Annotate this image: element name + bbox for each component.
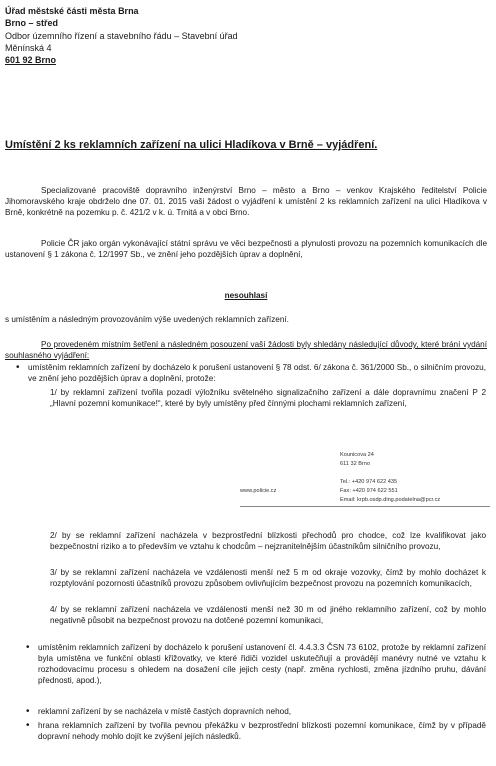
statement-paragraph: s umístěním a následným provozováním výše uvedených reklamních zařízení. [5, 315, 289, 324]
contact-street: Kounicova 24 [340, 452, 374, 458]
addressee-district: Brno – střed [5, 18, 59, 28]
reasons-intro: Po provedeném místním šetření a následném posouzení vaší žádosti byly shledány následující důvody, které brání vydání souhlasného vyjádření: [5, 340, 487, 360]
addressee-department: Odbor územního řízení a stavebního řádu – Stavební úřad [5, 31, 238, 41]
police-website: www.policie.cz [240, 488, 277, 494]
addressee-street: Měnínská 4 [5, 43, 52, 53]
addressee-postcode: 601 92 Brno [5, 55, 57, 65]
contact-email: Email: krpb.osdp.ding.podatelna@pcr.cz [340, 497, 441, 503]
authority-paragraph: Policie ČR jako orgán vykonávající státní správu ve věci bezpečnosti a plynulosti provozu na pozemních komunikacích dle ustanovení § 1 zákona č. 12/1997 Sb., ve znění jeho pozdějších úprav a doplnění, [5, 239, 487, 259]
reason-bullet-2: • umístěním reklamních zařízení by docházelo k porušení ustanovení čl. 4.4.3.3 ČSN 73 6102, protože by reklamní zařízení byla umístěna ve funkční oblasti křižovatky, ve které řidiči vozidel uskutečňují a provádějí manévry nutné ve vztahu k rozhodovacímu procesu s ohledem na dosažení cíle jejich cesty (např. změna rychlosti, změna jízdního pruhu, dávání přednosti, apod.), [38, 642, 486, 686]
footer-divider [240, 506, 490, 507]
reason-bullet-4: • hrana reklamních zařízení by tvořila pevnou překážku v bezprostřední blízkosti pozemní komunikace, čímž by v případě dopravní nehody mohlo dojít ke zvýšení jejích následků. [38, 720, 486, 742]
sub-reason-2: 2/ by se reklamní zařízení nacházela v bezprostřední blízkosti přechodů pro chodce, což lze kvalifikovat jako bezpečnostní riziko a to především ve vztahu k chodcům – nejzranitelnějším účastníkům silničního provozu, [50, 531, 486, 551]
contact-phone: Tel.: +420 974 622 435 [340, 479, 398, 485]
document-title: Umístění 2 ks reklamních zařízení na ulici Hladíkova v Brně – vyjádření. [5, 139, 378, 151]
intro-paragraph: Specializované pracoviště dopravního inženýrství Brno – město a Brno – venkov Krajského ředitelství Policie Jihomoravského kraje obdrželo dne 07. 01. 2015 vaši žádost o vyjádření k umístění 2 ks reklamních zařízení na ulici Hladíkova v Brně, konkrétně na pozemku p. č. 421/2 v k. ú. Trnitá a v obci Brno. [5, 186, 487, 217]
sub-reason-3: 3/ by se reklamní zařízení nacházela ve vzdálenosti menší než 5 m od okraje vozovky, čímž by mohlo docházet k rozptylování pozornosti účastníků provozu způsobem ovlivňujícím bezpečnost provozu na pozemních komunikacích, [50, 568, 486, 588]
addressee-office: Úřad městské části města Brna [5, 6, 139, 16]
contact-fax: Fax: +420 974 622 551 [340, 488, 398, 494]
contact-city: 611 32 Brno [340, 461, 371, 467]
verdict-heading: nesouhlasí [224, 291, 268, 300]
sub-reason-1: 1/ by reklamní zařízení tvořila pozadí výložníku světelného signalizačního zařízení a dále dopravnímu značení P 2 „Hlavní pozemní komunikace!“, které by byly umístěny před čínnými plochami reklamních zařízení, [50, 388, 486, 408]
reason-bullet-1: • umístěním reklamních zařízení by docházelo k porušení ustanovení § 78 odst. 6/ zákona č. 361/2000 Sb., o silničním provozu, ve znění jeho pozdějších úprav a doplnění, protože: [28, 362, 486, 384]
reason-bullet-3: • reklamní zařízení by se nacházela v místě častých dopravních nehod, [38, 706, 486, 717]
sub-reason-4: 4/ by se reklamní zařízení nacházela ve vzdálenosti menší než 30 m od jiného reklamního zařízení, což by mohlo negativně působit na bezpečnost provozu na dotčené pozemní komunikaci, [50, 605, 486, 625]
